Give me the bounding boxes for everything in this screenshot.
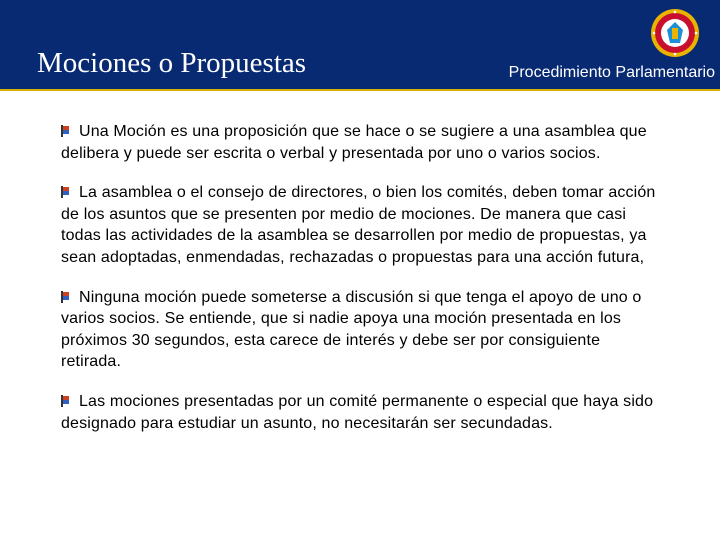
paragraph-text: Una Moción es una proposición que se hace o se sugiere a una asamblea que delibera y puede ser escrita o verbal y presentada por uno o varios socios. <box>61 123 647 162</box>
header-divider <box>0 89 720 91</box>
header-bar <box>0 0 720 89</box>
flag-bullet-icon <box>61 125 71 137</box>
circular-emblem-logo <box>650 8 700 58</box>
page-title: Mociones o Propuestas <box>37 47 307 79</box>
flag-bullet-icon <box>61 395 71 407</box>
paragraph <box>61 182 661 268</box>
flag-bullet-icon <box>61 186 71 198</box>
page-subtitle: Procedimiento Parlamentario <box>508 64 715 81</box>
paragraph <box>61 391 661 434</box>
paragraph <box>61 121 661 164</box>
paragraph-text: Ninguna moción puede someterse a discusión si que tenga el apoyo de uno o varios socios. Se entiende, que si nadie apoya una moción presentada en los próximos 30 segundos, esta carece de interés y debe ser por consiguiente retirada. <box>61 288 642 371</box>
paragraph <box>61 287 661 373</box>
paragraph-text: La asamblea o el consejo de directores, o bien los comités, deben tomar acción de los asuntos que se presenten por medio de mociones. De manera que casi todas las actividades de la asamblea se desarrollen por medio de propuestas, ya sean adoptadas, enmendadas, rechazadas o propuestas para una acción futura, <box>61 184 656 266</box>
content-body <box>61 121 661 434</box>
paragraph-text: Las mociones presentadas por un comité permanente o especial que haya sido designado para estudiar un asunto, no necesitarán ser secundadas. <box>61 392 654 432</box>
flag-bullet-icon <box>61 291 71 303</box>
